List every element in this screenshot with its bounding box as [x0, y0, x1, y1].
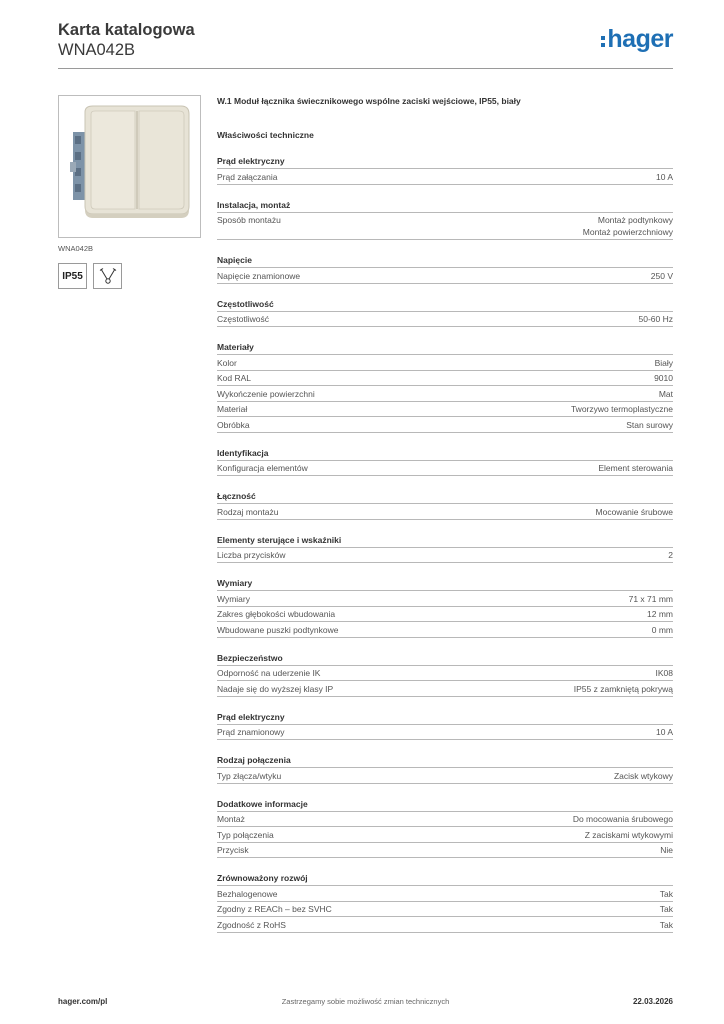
left-column	[58, 95, 201, 289]
spec-section	[217, 199, 673, 241]
section-title: Częstotliwość	[217, 298, 673, 312]
spec-label: Liczba przycisków	[217, 550, 286, 560]
spec-label: Nadaje się do wyższej klasy IP	[217, 683, 334, 694]
spec-label: Typ połączenia	[217, 829, 274, 840]
spec-row	[217, 402, 673, 418]
spec-value	[571, 403, 673, 415]
switch-symbol-badge	[93, 263, 122, 289]
spec-row	[217, 312, 673, 328]
spec-value	[585, 829, 673, 841]
switch-symbol-icon	[97, 266, 119, 286]
spec-value-line: 9010	[654, 373, 673, 383]
spec-value	[614, 770, 673, 782]
spec-row	[217, 213, 673, 241]
spec-row	[217, 591, 673, 607]
spec-section	[217, 711, 673, 741]
spec-row	[217, 827, 673, 843]
section-title: Dodatkowe informacje	[217, 798, 673, 812]
section-title: Elementy sterujące i wskaźniki	[217, 534, 673, 548]
spec-label: Materiał	[217, 404, 248, 414]
spec-section	[217, 652, 673, 697]
spec-value	[655, 357, 673, 369]
spec-value	[656, 726, 673, 738]
spec-row	[217, 268, 673, 284]
spec-section	[217, 872, 673, 933]
spec-label: Montaż	[217, 814, 245, 824]
specifications-column	[217, 95, 673, 933]
spec-section	[217, 754, 673, 784]
spec-label: Wbudowane puszki podtynkowe	[217, 624, 339, 635]
spec-label: Bezhalogenowe	[217, 888, 278, 899]
spec-label: Zgodny z REACh – bez SVHC	[217, 904, 332, 914]
spec-value-line: 250 V	[650, 270, 673, 281]
spec-row	[217, 902, 673, 918]
spec-value	[660, 903, 673, 915]
spec-row	[217, 666, 673, 682]
spec-section	[217, 254, 673, 284]
section-title: Łączność	[217, 490, 673, 504]
spec-section	[217, 577, 673, 638]
technical-properties-heading: Właściwości techniczne	[217, 130, 314, 140]
spec-row	[217, 371, 673, 387]
spec-label: Odporność na uderzenie IK	[217, 668, 321, 678]
spec-value-line: Element sterowania	[598, 463, 673, 473]
spec-label: Prąd załączania	[217, 171, 278, 182]
section-title: Wymiary	[217, 577, 673, 591]
spec-value-line: 10 A	[655, 171, 673, 182]
product-image-frame	[58, 95, 201, 238]
footer-date: 22.03.2026	[632, 997, 673, 1006]
footer-website: hager.com/pl	[58, 997, 108, 1006]
spec-value-line: 2	[668, 550, 673, 560]
spec-value-line: IK08	[655, 668, 673, 678]
spec-label: Wykończenie powierzchni	[217, 388, 315, 399]
spec-row	[217, 548, 673, 564]
document-title: Karta katalogowa	[58, 21, 195, 39]
spec-row	[217, 917, 673, 933]
section-title: Rodzaj połączenia	[217, 754, 673, 768]
image-caption: WNA042B	[58, 244, 94, 253]
spec-value	[574, 683, 673, 695]
spec-value	[639, 313, 674, 325]
spec-row	[217, 622, 673, 638]
spec-value-line: Tak	[659, 919, 673, 930]
spec-value	[596, 506, 673, 518]
page-header	[58, 20, 673, 70]
spec-value-line: 12 mm	[647, 609, 673, 619]
spec-row	[217, 355, 673, 371]
spec-row	[217, 812, 673, 828]
spec-label: Sposób montażu	[217, 215, 281, 225]
section-title: Bezpieczeństwo	[217, 652, 673, 666]
logo-dots-icon	[601, 36, 605, 47]
section-title: Materiały	[217, 341, 673, 355]
spec-value-line: Mat	[658, 388, 673, 399]
ip55-label: IP55	[62, 270, 83, 282]
spec-value	[652, 624, 673, 636]
spec-label: Przycisk	[217, 845, 249, 855]
spec-row	[217, 386, 673, 402]
footer-note: Zastrzegamy sobie możliwość zmian technicznych	[281, 997, 450, 1006]
spec-value	[654, 372, 673, 384]
spec-row	[217, 504, 673, 520]
spec-value-line: Biały	[654, 357, 673, 368]
spec-section	[217, 341, 673, 433]
spec-section	[217, 447, 673, 477]
spec-label: Obróbka	[217, 419, 250, 430]
spec-section	[217, 155, 673, 185]
spec-section	[217, 534, 673, 564]
spec-label: Napięcie znamionowe	[217, 270, 301, 281]
spec-value	[656, 667, 674, 679]
spec-label: Zakres głębokości wbudowania	[217, 609, 336, 619]
spec-value-line: Zacisk wtykowy	[613, 770, 673, 781]
spec-value-line: 0 mm	[651, 624, 673, 635]
spec-label: Rodzaj montażu	[217, 506, 279, 517]
ip55-badge	[58, 263, 87, 289]
spec-label: Prąd znamionowy	[217, 727, 285, 737]
spec-value-line: 71 x 71 mm	[628, 593, 673, 604]
header-divider	[58, 68, 673, 69]
spec-value	[598, 462, 673, 474]
spec-row	[217, 843, 673, 859]
section-title: Identyfikacja	[217, 447, 673, 461]
spec-section	[217, 490, 673, 520]
product-image	[67, 102, 193, 230]
spec-value	[583, 214, 673, 238]
spec-row	[217, 417, 673, 433]
spec-value	[668, 549, 673, 561]
section-title: Zrównoważony rozwój	[217, 872, 673, 886]
spec-section	[217, 798, 673, 859]
section-title: Instalacja, montaż	[217, 199, 673, 213]
spec-label: Konfiguracja elementów	[217, 463, 308, 473]
spec-value	[647, 608, 673, 620]
spec-value-line: Montaż powierzchniowy	[582, 227, 673, 237]
spec-row	[217, 725, 673, 741]
spec-value-line: Tak	[659, 888, 673, 899]
product-code: WNA042B	[58, 41, 136, 59]
spec-value	[656, 171, 673, 183]
spec-value	[651, 270, 673, 282]
spec-section	[217, 298, 673, 328]
spec-value	[659, 388, 673, 400]
page-footer	[58, 997, 673, 1011]
spec-label: Kolor	[217, 357, 237, 368]
spec-value	[573, 813, 673, 825]
spec-label: Częstotliwość	[217, 314, 269, 324]
spec-label: Zgodność z RoHS	[217, 919, 286, 930]
section-title: Prąd elektryczny	[217, 155, 673, 169]
spec-value-line: IP55 z zamkniętą pokrywą	[573, 683, 673, 694]
spec-value-line: Tworzywo termoplastyczne	[570, 404, 673, 414]
spec-label: Kod RAL	[217, 373, 252, 383]
spec-value-line: Nie	[660, 845, 673, 855]
spec-label: Typ złącza/wtyku	[217, 770, 282, 781]
spec-row	[217, 169, 673, 185]
spec-value-line: Stan surowy	[626, 419, 673, 430]
spec-value-line: Mocowanie śrubowe	[595, 506, 673, 517]
spec-value-line: Montaż podtynkowy	[597, 215, 673, 225]
spec-row	[217, 461, 673, 477]
spec-value	[626, 419, 673, 431]
spec-row	[217, 681, 673, 697]
spec-label: Wymiary	[217, 593, 250, 604]
spec-value-line: Tak	[659, 904, 673, 914]
spec-value	[660, 888, 673, 900]
spec-value	[660, 919, 673, 931]
spec-value-line: Do mocowania śrubowego	[572, 814, 673, 824]
section-title: Napięcie	[217, 254, 673, 268]
spec-row	[217, 886, 673, 902]
spec-value-line: 10 A	[655, 727, 673, 737]
spec-value-line: Z zaciskami wtykowymi	[584, 829, 673, 840]
spec-value	[660, 844, 673, 856]
badges	[58, 263, 201, 289]
logo-text: hager	[607, 25, 673, 53]
spec-value-line: 50-60 Hz	[638, 314, 673, 324]
spec-row	[217, 768, 673, 784]
product-title: W.1 Moduł łącznika świecznikowego wspólne zaciski wejściowe, IP55, biały	[217, 96, 521, 106]
spec-value	[629, 593, 673, 605]
spec-row	[217, 607, 673, 623]
spec-sections	[217, 155, 673, 933]
hager-logo	[601, 24, 673, 54]
section-title: Prąd elektryczny	[217, 711, 673, 725]
